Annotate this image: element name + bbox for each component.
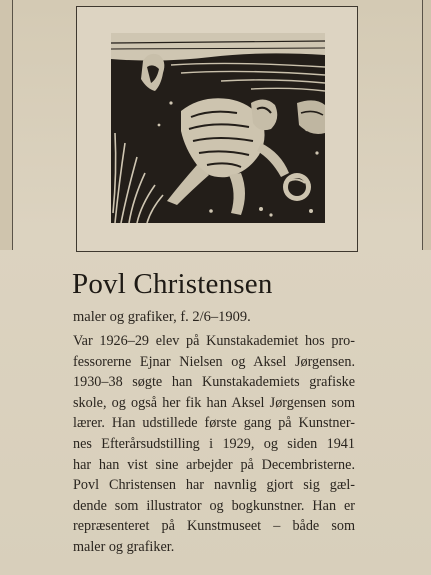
- woodcut-illustration: [111, 33, 325, 223]
- biography-line: Povl Christensen har navnlig gjort sig gæl-: [73, 477, 355, 494]
- biography-line: fessorerne Ejnar Nielsen og Aksel Jørgensen.: [73, 353, 355, 370]
- woodcut-image: [111, 33, 325, 223]
- biography-line: Var 1926–29 elev på Kunstakademiet hos pro-: [73, 333, 355, 349]
- artwork-frame: [76, 6, 358, 252]
- biography-line: lærer. Han udstillede første gang på Kunstner-: [73, 415, 355, 432]
- biography-line: skole, og også her fik han Aksel Jørgensen som: [73, 394, 355, 411]
- biography-line: nes Efterårsudstilling i 1929, og siden 1941: [73, 435, 355, 452]
- biography-line: 1930–38 søgte han Kunstakademiets grafiske: [73, 374, 355, 391]
- biography-line: dende som illustrator og bogkunstner. Han er: [73, 497, 355, 514]
- biography-line: repræsenteret på Kunstmuseet – både som: [73, 518, 355, 535]
- adjacent-frame-left: [0, 0, 13, 250]
- adjacent-frame-right: [422, 0, 431, 250]
- artist-name: Povl Christensen: [72, 268, 273, 300]
- biography-line: maler og grafiker.: [73, 538, 175, 555]
- biography-paragraph: [73, 331, 355, 558]
- artist-subtitle: maler og grafiker, f. 2/6–1909.: [73, 309, 251, 325]
- biography-line: har han vist sine arbejder på Decembristerne.: [73, 456, 355, 473]
